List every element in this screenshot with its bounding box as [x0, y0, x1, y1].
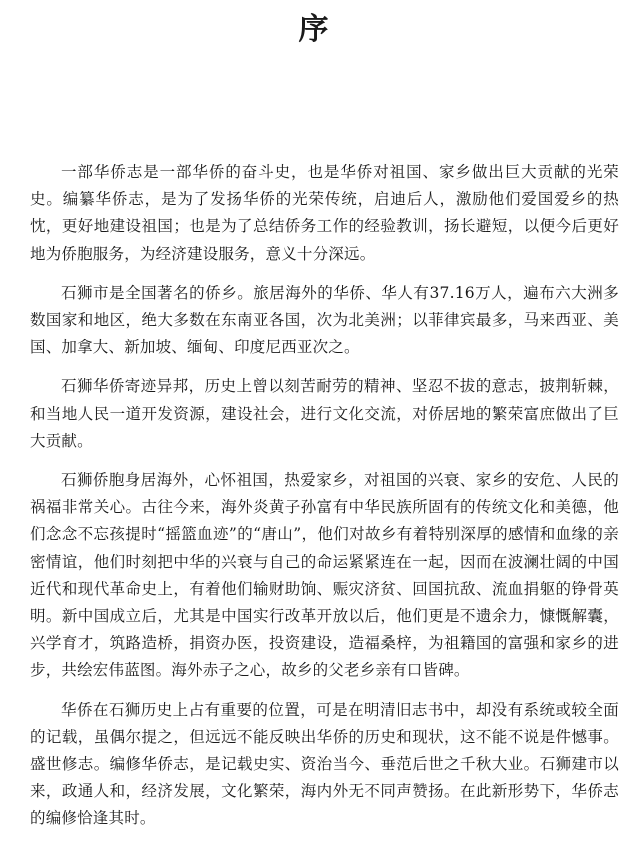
paragraph-3: 石狮华侨寄迹异邦，历史上曾以刻苦耐劳的精神、坚忍不拔的意志，披荆斩棘，和当地人民一道开发资源，建设社会，进行文化交流，对侨居地的繁荣富庶做出了巨大贡献。 [30, 377, 619, 450]
paragraph-2: 石狮市是全国著名的侨乡。旅居海外的华侨、华人有37.16万人，遍布六大洲多数国家和地区，绝大多数在东南亚各国，次为北美洲；以菲律宾最多，马来西亚、美国、加拿大、新加坡、缅甸、印度尼西亚次之。 [30, 283, 619, 357]
paragraph-4: 石狮侨胞身居海外，心怀祖国，热爱家乡，对祖国的兴衰、家乡的安危、人民的祸福非常关心。古往今来，海外炎黄子孙富有中华民族所固有的传统文化和美德，他们念念不忘孩提时“摇篮血迹”的“唐山”，他们对故乡有着特别深厚的感情和血缘的亲密情谊，他们时刻把中华的兴衰与自己的命运紧紧连在一起，因而在波澜壮阔的中国近代和现代革命史上，有着他们输财助饷、赈灾济贫、回国抗敌、流血捐躯的铮骨英明。新中国成立后，尤其是中国实行改革开放以后，他们更是不遗余力，慷慨解囊，兴学育才，筑路造桥，捐资办医，投资建设，造福桑梓，为祖籍国的富强和家乡的进步，共绘宏伟蓝图。海外赤子之心，故乡的父老乡亲有口皆碑。 [30, 471, 619, 680]
paragraph-1: 一部华侨志是一部华侨的奋斗史，也是华侨对祖国、家乡做出巨大贡献的光荣史。编纂华侨志，是为了发扬华侨的光荣传统，启迪后人，激励他们爱国爱乡的热忱，更好地建设祖国；也是为了总结侨务工作的经验教训，扬长避短，以便今后更好地为侨胞服务，为经济建设服务，意义十分深远。 [30, 163, 619, 263]
preface-body [30, 159, 619, 845]
page-title: 序 [298, 12, 331, 47]
paragraph-5: 华侨在石狮历史上占有重要的位置，可是在明清旧志书中，却没有系统或较全面的记载，虽偶尔提之，但远远不能反映出华侨的历史和现状，这不能不说是件憾事。盛世修志。编修华侨志，是记载史实、资治当今、垂范后世之千秋大业。石狮建市以来，政通人和，经济发展，文化繁荣，海内外无不同声赞扬。在此新形势下，华侨志的编修恰逢其时。 [30, 700, 619, 828]
